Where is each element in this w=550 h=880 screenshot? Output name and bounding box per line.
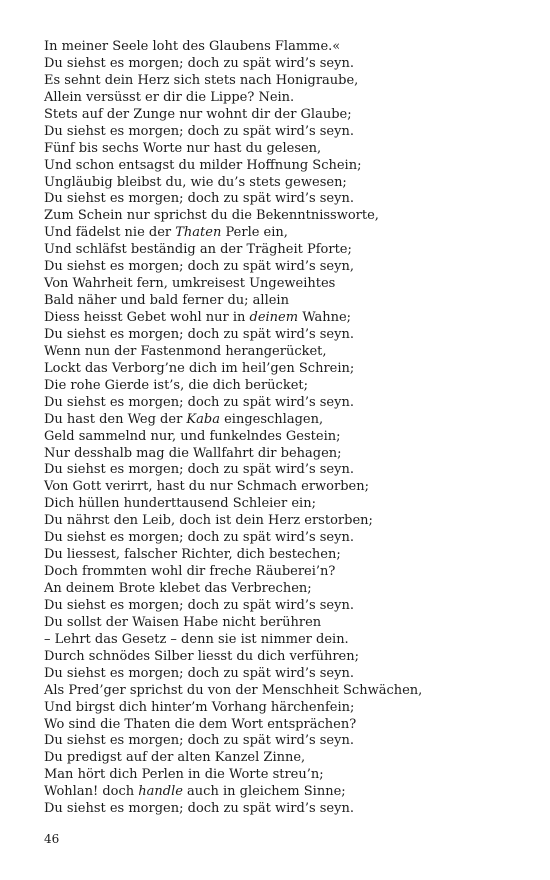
poem-line-segment: Wo sind die Thaten die dem Wort entsprächen?	[44, 716, 357, 732]
poem-line	[44, 293, 524, 310]
poem-line-segment: Du nährst den Leib, doch ist dein Herz erstorben;	[44, 513, 373, 529]
poem-line-segment: Diess heisst Gebet wohl nur in	[44, 310, 250, 325]
poem-line	[44, 683, 524, 700]
poem-line-segment: Ungläubig bleibst du, wie du’s stets gewesen;	[44, 174, 347, 190]
poem-line	[44, 750, 524, 767]
poem-line	[44, 666, 524, 683]
poem-line	[44, 310, 524, 327]
poem-line-italic-segment: Thaten	[175, 225, 222, 241]
poem-line-italic-segment: deinem	[249, 310, 299, 325]
poem-line-segment: Du siehst es morgen; doch zu spät wird’s seyn.	[44, 394, 354, 410]
poem-line-segment: Du sollst der Waisen Habe nicht berühren	[44, 614, 322, 630]
poem-line	[44, 39, 524, 56]
poem-line-segment: Bald näher und bald ferner du; allein	[44, 293, 289, 309]
poem-line-segment: Perle ein,	[221, 225, 288, 241]
poem-line-segment: Die rohe Gierde ist’s, die dich berücket;	[44, 377, 308, 393]
poem-line	[44, 191, 524, 208]
poem-line	[44, 412, 524, 429]
poem-line-segment: Nur desshalb mag die Wallfahrt dir behagen;	[44, 445, 342, 461]
page-body	[44, 39, 524, 818]
poem-line-segment: Lockt das Verborg’ne dich im heil’gen Schrein;	[44, 360, 355, 376]
poem-line	[44, 649, 524, 666]
poem-line	[44, 56, 524, 73]
poem-text	[44, 39, 524, 818]
poem-line-segment: Du siehst es morgen; doch zu spät wird’s seyn.	[44, 191, 354, 207]
poem-line-segment: Wenn nun der Fastenmond herangerücket,	[44, 343, 327, 359]
poem-line	[44, 141, 524, 158]
poem-line	[44, 107, 524, 124]
poem-line-segment: An deinem Brote klebet das Verbrechen;	[44, 581, 312, 596]
poem-line	[44, 632, 524, 649]
poem-line	[44, 90, 524, 107]
poem-line-italic-segment: Kaba	[186, 411, 220, 427]
poem-line	[44, 547, 524, 564]
poem-line-segment: Du siehst es morgen; doch zu spät wird’s seyn.	[44, 462, 354, 478]
poem-line-segment: Wahne;	[298, 310, 352, 325]
poem-line-segment: Von Wahrheit fern, umkreisest Ungeweihtes	[44, 276, 336, 292]
poem-line-segment: Doch frommten wohl dir freche Räuberei’n?	[44, 564, 336, 580]
poem-line-segment: Von Gott verirrt, hast du nur Schmach erworben;	[44, 479, 369, 495]
poem-line	[44, 446, 524, 463]
poem-line-segment: Du siehst es morgen; doch zu spät wird’s seyn.	[44, 326, 354, 342]
poem-line	[44, 259, 524, 276]
poem-line-segment: Und fädelst nie der	[44, 225, 176, 241]
poem-line	[44, 717, 524, 734]
poem-line	[44, 395, 524, 412]
poem-line	[44, 598, 524, 615]
poem-line-segment: Fünf bis sechs Worte nur hast du gelesen,	[44, 140, 322, 156]
poem-line	[44, 801, 524, 818]
poem-line-segment: Stets auf der Zunge nur wohnt dir der Glaube;	[44, 106, 352, 122]
poem-line-segment: Allein versüsst er dir die Lippe? Nein.	[44, 89, 295, 105]
poem-line	[44, 479, 524, 496]
poem-line-segment: Zum Schein nur sprichst du die Bekenntnissworte,	[44, 208, 379, 224]
poem-line-segment: Geld sammelnd nur, und funkelndes Gestein;	[44, 428, 341, 444]
poem-line	[44, 564, 524, 581]
poem-line-segment: Und birgst dich hinter’m Vorhang härchenfein;	[44, 699, 355, 715]
poem-line	[44, 344, 524, 361]
poem-line-segment: In meiner Seele loht des Glaubens Flamme.«	[44, 39, 341, 54]
poem-line	[44, 378, 524, 395]
poem-line-segment: Du predigst auf der alten Kanzel Zinne,	[44, 750, 306, 766]
poem-line-segment: Es sehnt dein Herz sich stets nach Honigraube,	[44, 72, 359, 88]
poem-line-segment: Und schläfst beständig an der Trägheit Pforte;	[44, 242, 352, 258]
poem-line	[44, 327, 524, 344]
poem-line-segment: Man hört dich Perlen in die Worte streu’n;	[44, 767, 324, 783]
poem-line	[44, 784, 524, 801]
poem-line-segment: Du siehst es morgen; doch zu spät wird’s seyn,	[44, 259, 354, 275]
poem-line	[44, 530, 524, 547]
poem-line-segment: Du siehst es morgen; doch zu spät wird’s seyn.	[44, 55, 354, 71]
poem-line	[44, 175, 524, 192]
poem-line	[44, 700, 524, 717]
poem-line	[44, 429, 524, 446]
poem-line	[44, 733, 524, 750]
poem-line-italic-segment: handle	[138, 784, 183, 800]
poem-line-segment: auch in gleichem Sinne;	[182, 784, 346, 800]
poem-line-segment: Du siehst es morgen; doch zu spät wird’s seyn.	[44, 733, 354, 749]
poem-line	[44, 462, 524, 479]
poem-line-segment: Du siehst es morgen; doch zu spät wird’s seyn.	[44, 665, 354, 681]
poem-line-segment: Du siehst es morgen; doch zu spät wird’s seyn.	[44, 801, 354, 817]
poem-line-segment: Du hast den Weg der	[44, 411, 187, 427]
poem-line-segment: Wohlan! doch	[44, 784, 139, 800]
poem-line	[44, 158, 524, 175]
poem-line-segment: Du liessest, falscher Richter, dich bestechen;	[44, 547, 341, 563]
poem-line-segment: Du siehst es morgen; doch zu spät wird’s seyn.	[44, 597, 354, 613]
poem-line	[44, 581, 524, 598]
poem-line	[44, 225, 524, 242]
poem-line	[44, 513, 524, 530]
poem-line-segment: eingeschlagen,	[219, 411, 324, 427]
poem-line-segment: Du siehst es morgen; doch zu spät wird’s seyn.	[44, 123, 354, 139]
poem-line-segment: Du siehst es morgen; doch zu spät wird’s seyn.	[44, 530, 354, 546]
poem-line-segment: Dich hüllen hunderttausend Schleier ein;	[44, 496, 316, 512]
poem-line-segment: Und schon entsagst du milder Hoffnung Schein;	[44, 157, 362, 173]
page-number: 46	[44, 832, 60, 846]
poem-line	[44, 208, 524, 225]
poem-line	[44, 615, 524, 632]
poem-line-segment: – Lehrt das Gesetz – denn sie ist nimmer dein.	[44, 631, 349, 647]
poem-line	[44, 73, 524, 90]
poem-line	[44, 767, 524, 784]
poem-line-segment: Durch schnödes Silber liesst du dich verführen;	[44, 648, 359, 664]
poem-line	[44, 276, 524, 293]
poem-line-segment: Als Pred’ger sprichst du von der Menschheit Schwächen,	[44, 682, 423, 698]
poem-line	[44, 124, 524, 141]
poem-line	[44, 242, 524, 259]
poem-line	[44, 361, 524, 378]
poem-line	[44, 496, 524, 513]
